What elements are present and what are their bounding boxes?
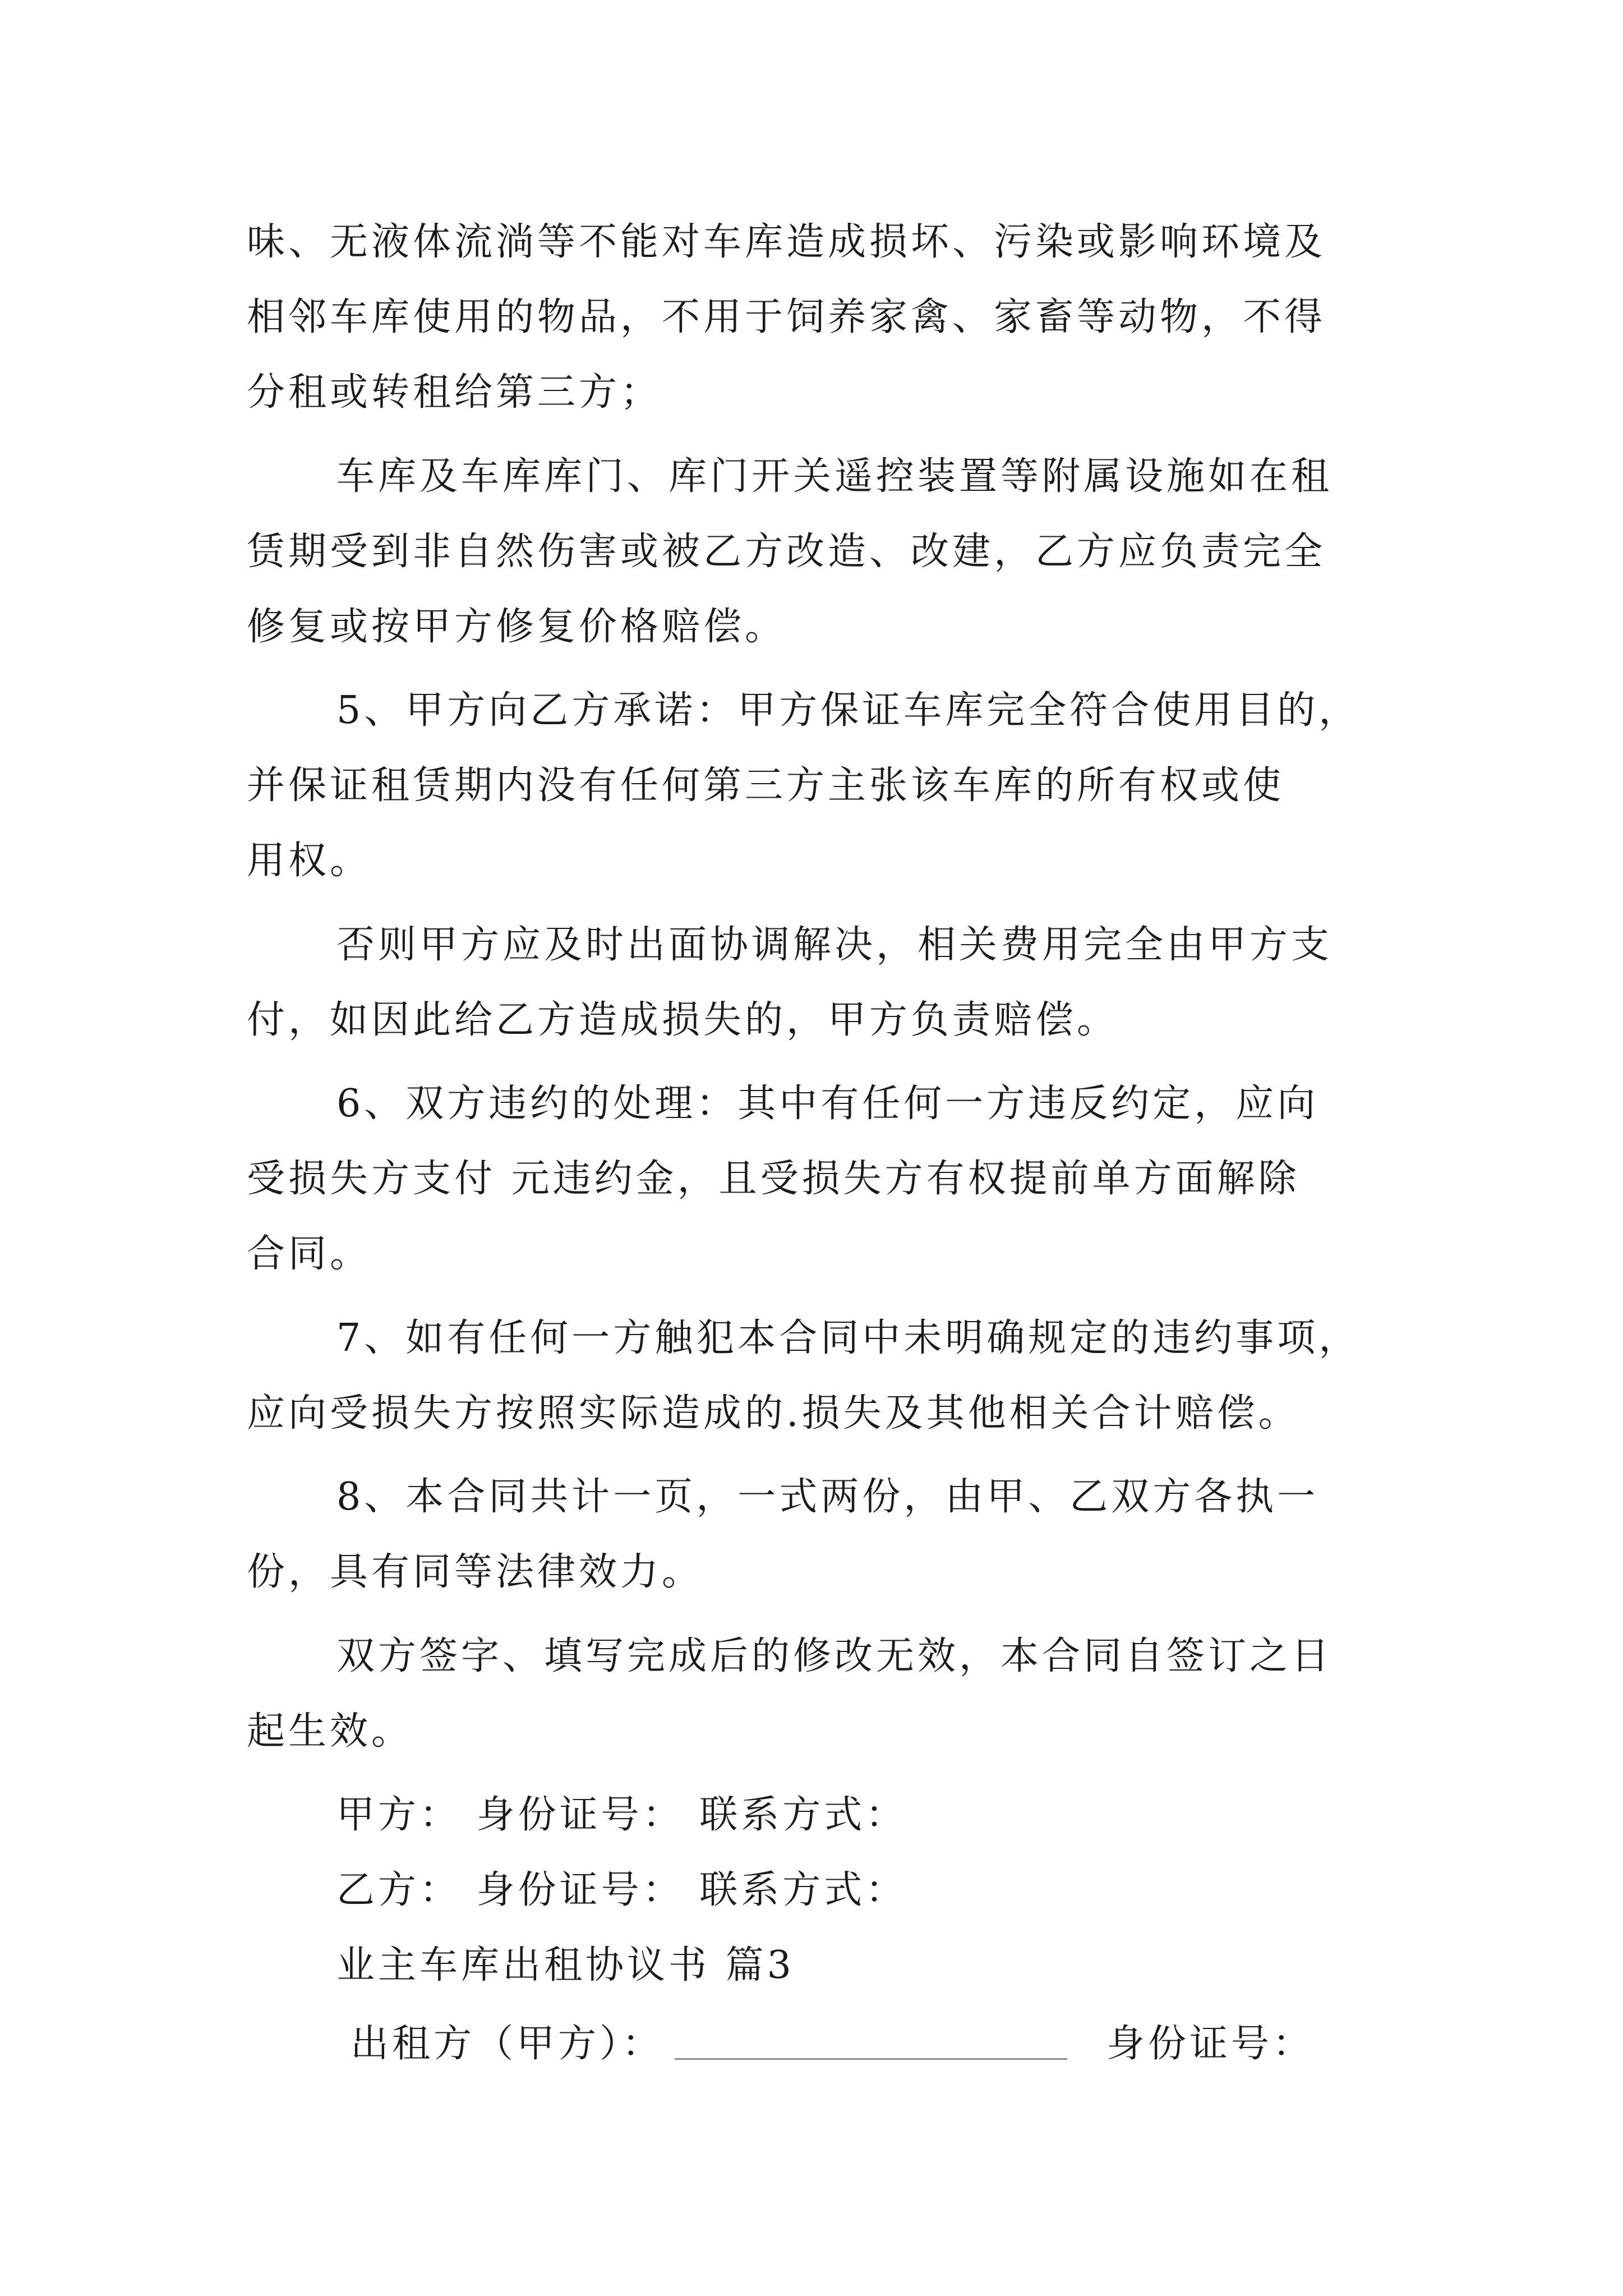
party-a-signature-line: 甲方： 身份证号： 联系方式： [336,1793,907,1837]
text-line: 相邻车库使用的物品，不用于饲养家禽、家畜等动物，不得 [247,295,1326,339]
section-heading: 业主车库出租协议书 篇3 [336,1943,795,1987]
paragraph-start: 6、双方违约的处理：其中有任何一方违反约定，应向 [336,1082,1319,1126]
lessor-name-blank[interactable] [675,2056,1067,2060]
text-line: 并保证租赁期内没有任何第三方主张该车库的所有权或使 [247,763,1285,808]
paragraph-start: 双方签字、填写完成后的修改无效，本合同自签订之日 [336,1634,1333,1678]
text-line: 合同。 [247,1232,372,1276]
text-line: 赁期受到非自然伤害或被乙方改造、改建，乙方应负责完全 [247,530,1326,574]
paragraph-start: 5、甲方向乙方承诺：甲方保证车库完全符合使用目的， [336,688,1361,733]
text-line: 起生效。 [247,1709,413,1754]
text-line: 修复或按甲方修复价格赔偿。 [247,605,787,649]
text-line: 分租或转租给第三方； [247,370,662,415]
text-line: 用权。 [247,839,372,883]
text-line: 受损失方支付 元违约金，且受损失方有权提前单方面解除 [247,1157,1300,1201]
lessor-label: 出租方（甲方）： [351,2022,664,2066]
paragraph-start: 否则甲方应及时出面协调解决，相关费用完全由甲方支 [336,923,1333,967]
party-b-signature-line: 乙方： 身份证号： 联系方式： [336,1868,907,1912]
text-line: 付，如因此给乙方造成损失的，甲方负责赔偿。 [247,998,1119,1042]
paragraph-start: 车库及车库库门、库门开关遥控装置等附属设施如在租 [336,454,1333,499]
paragraph-start: 7、如有任何一方触犯本合同中未明确规定的违约事项， [336,1316,1361,1360]
text-line: 味、无液体流淌等不能对车库造成损坏、污染或影响环境及 [247,220,1326,264]
text-line: 应向受损失方按照实际造成的.损失及其他相关合计赔偿。 [247,1391,1300,1435]
text-line: 份，具有同等法律效力。 [247,1550,704,1594]
lessor-line [351,2022,1315,2066]
lessor-id-label: 身份证号： [1106,2022,1315,2066]
paragraph-start: 8、本合同共计一页，一式两份，由甲、乙双方各执一 [336,1475,1319,1519]
